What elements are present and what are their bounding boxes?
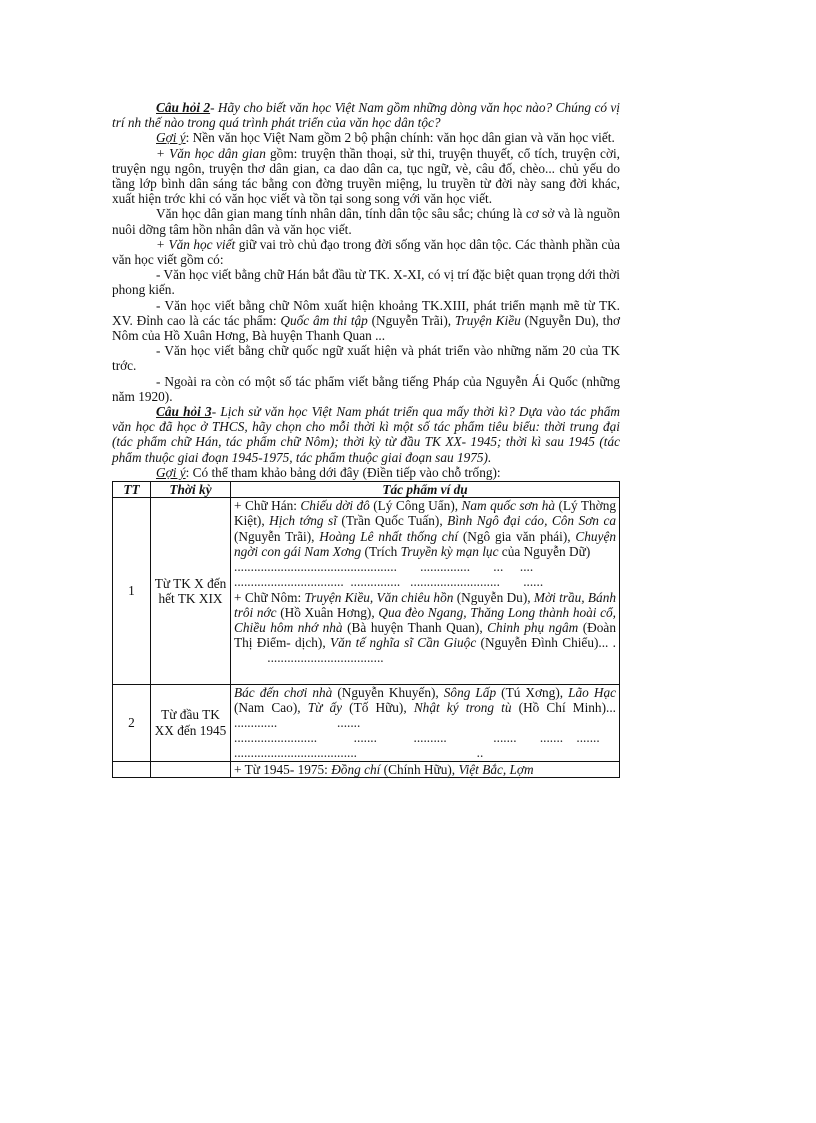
han-run-2: Nam quốc sơn hà (461, 498, 556, 514)
row2-run-7: (Tố Hữu), (342, 699, 414, 715)
row3-run-0: + Từ 1945- 1975: (234, 761, 332, 777)
han-run-4: Hịch tớng sĩ (269, 513, 337, 529)
question-2-text: - Hãy cho biết văn học Việt Nam gồm những dòng văn học nào? Chúng có vị trí nh thế nào trong quá trình phát triển của văn học dân tộc? (112, 100, 620, 131)
row2-run-1: (Nguyễn Khuyến), (332, 684, 444, 700)
row3-works-list (234, 762, 534, 777)
nom-work-1: Quốc âm thi tập (280, 312, 368, 328)
folk-literature-paragraph (112, 146, 620, 207)
question-2-label: Câu hỏi 2 (156, 100, 211, 115)
written-literature-label: + Văn học viết (156, 236, 236, 252)
nom-text-c: (Nguyễn Trãi), (367, 312, 455, 328)
row3-period (151, 761, 231, 777)
written-literature-text: giữ vai trò chủ đạo trong đời sống văn học dân tộc. Các thành phần của văn học viết gồm có: (112, 236, 621, 268)
row1-period: Từ TK X đến hết TK XIX (151, 498, 231, 684)
han-run-9: (Ngô gia văn phái), (458, 528, 576, 544)
q3-hint-paragraph (112, 465, 620, 480)
han-run-3: (Lý Thờng Kiệt), (234, 498, 616, 529)
french-literature-item: - Ngoài ra còn có một số tác phẩm viết bằng tiếng Pháp của Nguyễn Ái Quốc (những năm 1920). (112, 373, 620, 404)
nom-run-1: (Nguyễn Du), (453, 589, 534, 605)
literature-periods-table (112, 481, 620, 778)
row2-run-2: Sông Lấp (443, 684, 497, 700)
row2-run-4: Lão Hạc (568, 684, 616, 700)
row2-works-text (234, 685, 616, 731)
row2-run-0: Bác đến chơi nhà (234, 684, 333, 700)
table-row (113, 498, 620, 684)
question-2 (112, 100, 620, 130)
question-3 (112, 404, 620, 465)
han-prefix: + Chữ Hán: (234, 498, 301, 514)
fill-in-dots: ............. ....... (234, 714, 361, 730)
row2-tt: 2 (113, 684, 151, 761)
nom-text-a: - Văn học viết bằng chữ Nôm xuất hiện khoảng TK.XIII, phát triển mạnh mẽ từ TK. XV. Đỉnh cao là các tác phẩm: (112, 297, 620, 328)
row2-works (231, 684, 620, 761)
nom-work-2: Truyện Kiều (454, 312, 521, 328)
row2-works-list (234, 685, 616, 715)
row1-tt: 1 (113, 498, 151, 684)
nom-text-e: (Nguyễn Du), thơ Nôm của Hồ Xuân Hơng, Bà huyện Thanh Quan ... (112, 312, 621, 344)
han-run-1: (Lý Công Uẩn), (369, 498, 462, 514)
nom-prefix: + Chữ Nôm: (234, 589, 305, 605)
header-tt: TT (113, 482, 151, 498)
row3-run-1: Đồng chí (331, 761, 381, 777)
header-works: Tác phẩm ví dụ (231, 482, 620, 498)
han-run-10: Chuyện ngời con gái Nam Xơng (234, 528, 616, 559)
nom-run-8: Văn tế nghĩa sĩ Cần Giuộc (329, 635, 477, 651)
nom-literature-item (112, 298, 620, 344)
goi-y-label: Gợi ý (156, 130, 186, 146)
table-row (113, 684, 620, 761)
nom-run-0: Truyện Kiều, Văn chiêu hồn (304, 589, 454, 605)
nom-run-6: Chinh phụ ngâm (487, 619, 579, 635)
document-page (112, 100, 620, 778)
table-header-row (113, 482, 620, 498)
fill-in-dots: ................................................. ............... ... .... (234, 559, 534, 575)
written-literature-paragraph (112, 237, 620, 267)
han-run-13: của Nguyễn Dữ) (498, 543, 591, 559)
folk-literature-text: gồm: truyện thần thoại, sử thi, truyện thuyết, cổ tích, truyện cời, truyện ngụ ngôn, truyện thơ dân gian, ca dao dân ca, tục ngữ, vè, câu đố, chèo... chủ yếu do tầng lớp bình dân sáng tác bằng con đờng truyền miệng, lu truyền từ đời này sang đời khác, xuất hiện trớc khi có văn học viết và tồn tại song song với văn học viết. (112, 145, 620, 207)
question-3-label: Câu hỏi 3 (156, 404, 212, 420)
han-run-8: Hoàng Lê nhất thống chí (319, 528, 459, 544)
goi-y-label-2: Gợi ý (156, 464, 186, 480)
fill-in-dots: ......................... ....... .......... ....... ....... ....... (234, 730, 600, 746)
row3-run-3: Việt Bắc, Lợm (458, 761, 534, 777)
question-3-text: - Lịch sử văn học Việt Nam phát triển qua mấy thời kì? Dựa vào tác phẩm văn học đã học ở THCS, hãy chọn cho mỗi thời kì một số tác phẩm tiêu biểu: thời trung đại (tác phẩm chữ Hán, tác phẩm chữ Nôm); thời kỳ từ đầu TK XX- 1945; thời kì sau 1945 (tác phẩm thuộc giai đoạn 1945-1975, tác phẩm thuộc giai đoạn sau 1975). (112, 404, 620, 465)
nom-run-2: Mời trầu, Bánh trôi nớc (234, 589, 616, 620)
q2-hint-paragraph (112, 130, 620, 145)
row2-run-3: (Tú Xơng), (496, 684, 569, 700)
row2-run-9: (Hồ Chí Minh)... (511, 699, 616, 715)
row2-run-5: (Nam Cao), (234, 699, 308, 715)
row2-run-6: Từ ấy (307, 699, 343, 715)
fill-in-dots: ................................. ............... ........................... ...... (234, 574, 544, 590)
han-run-0: Chiếu dời đô (300, 498, 370, 514)
nom-run-5: (Bà huyện Thanh Quan), (342, 619, 488, 635)
header-period: Thời kỳ (151, 482, 231, 498)
row1-han-works (234, 498, 616, 559)
row3-works (231, 761, 620, 777)
han-run-12: Truyền kỳ mạn lục (400, 543, 499, 559)
row2-run-8: Nhật ký trong tù (413, 699, 512, 715)
nom-run-7: (Đoàn Thị Điểm- dịch), (234, 619, 616, 651)
row3-tt (113, 761, 151, 777)
quoc-ngu-literature-item: - Văn học viết bằng chữ quốc ngữ xuất hiện và phát triển vào những năm 20 của TK trớc. (112, 343, 620, 374)
folk-literature-role: Văn học dân gian mang tính nhân dân, tính dân tộc sâu sắc; chúng là cơ sở và là nguồn nuôi dỡng tâm hồn nhân dân và văn học viết. (112, 206, 620, 237)
row2-period: Từ đầu TK XX đến 1945 (151, 684, 231, 761)
row1-works (231, 498, 620, 684)
q3-hint-text: : Có thể tham khảo bảng dới đây (Điền tiếp vào chỗ trống): (185, 464, 501, 480)
han-literature-item: - Văn học viết bằng chữ Hán bắt đầu từ TK. X-XI, có vị trí đặc biệt quan trọng dới thời phong kiến. (112, 267, 620, 298)
nom-run-9: (Nguyễn Đình Chiểu)... . (476, 635, 616, 651)
row3-works-text (234, 762, 616, 777)
row3-run-2: (Chính Hữu), (380, 761, 459, 777)
folk-literature-label: + Văn học dân gian (156, 145, 266, 161)
han-run-6: Bình Ngô đại cáo, Côn Sơn ca (447, 513, 616, 529)
han-run-11: (Trích (361, 543, 401, 559)
fill-in-dots: ................................... (234, 650, 384, 666)
han-run-5: (Trần Quốc Tuấn), (336, 513, 448, 529)
table-row (113, 761, 620, 777)
han-run-7: (Nguyễn Trãi), (234, 528, 320, 544)
row1-nom-works (234, 590, 616, 666)
q2-hint-text: : Nền văn học Việt Nam gồm 2 bộ phận chính: văn học dân gian và văn học viết. (185, 130, 615, 146)
nom-run-4: Qua đèo Ngang, Thăng Long thành hoài cổ, Chiều hôm nhớ nhà (234, 604, 616, 635)
nom-run-3: (Hồ Xuân Hơng), (276, 604, 379, 620)
fill-in-dots: ..................................... .. (234, 745, 484, 761)
